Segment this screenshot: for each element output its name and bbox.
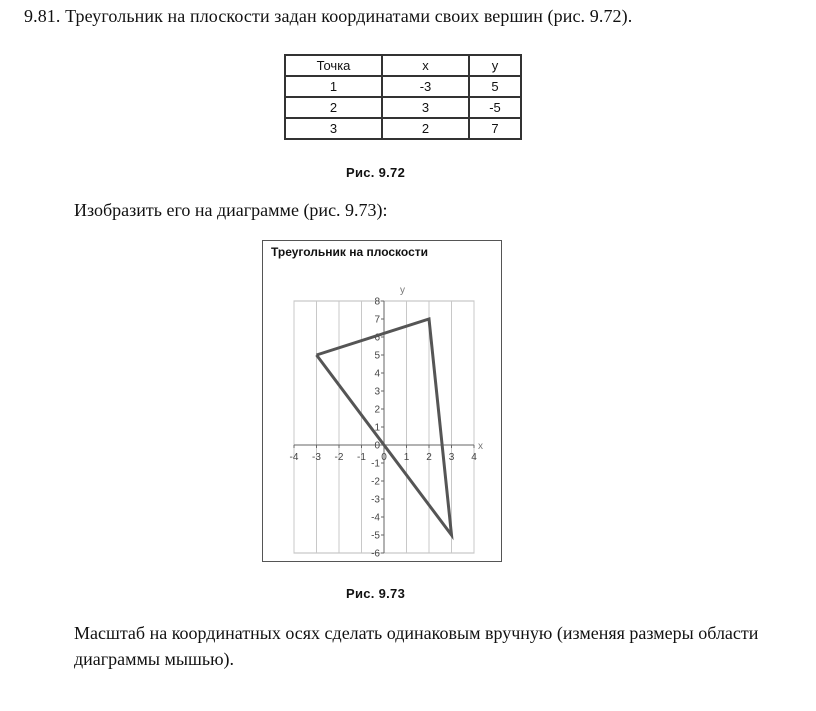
x-tick-label: -3 (312, 452, 321, 463)
x-tick-label: 3 (448, 452, 455, 463)
table-header-cell: y (469, 55, 521, 76)
table-row (285, 76, 521, 97)
table-cell: 5 (469, 76, 521, 97)
points-table (284, 54, 522, 140)
x-tick-label: 2 (426, 452, 432, 463)
chart-plot (263, 241, 501, 561)
y-tick-label: -4 (371, 512, 380, 524)
x-tick-label: 1 (403, 452, 410, 463)
table-cell: 2 (285, 97, 382, 118)
table-header-cell: x (382, 55, 469, 76)
x-tick-label: -2 (334, 452, 344, 463)
table-cell: -5 (469, 97, 521, 118)
x-tick-label: -1 (357, 452, 366, 463)
y-tick-label: 1 (374, 422, 380, 434)
problem-number: 9.81. (24, 6, 61, 26)
y-tick-label: 7 (374, 314, 380, 326)
table-header-cell: Точка (285, 55, 382, 76)
chart-frame (262, 240, 502, 562)
chart-title: Треугольник на плоскости (271, 245, 428, 259)
y-tick-label: 4 (374, 368, 380, 380)
table-cell: 3 (382, 97, 469, 118)
x-tick-label: -4 (289, 452, 299, 463)
y-tick-label: 0 (374, 440, 380, 452)
y-tick-label: -1 (371, 458, 380, 470)
table-cell: 1 (285, 76, 382, 97)
table-cell: 7 (469, 118, 521, 139)
table-cell: 2 (382, 118, 469, 139)
table-caption: Рис. 9.72 (346, 165, 406, 180)
y-tick-label: -6 (371, 548, 380, 560)
y-tick-label: 6 (374, 332, 380, 344)
x-tick-label: 0 (381, 452, 387, 463)
table-row (285, 118, 521, 139)
table-header-row (285, 55, 521, 76)
y-axis-label: y (400, 285, 405, 296)
y-tick-label: -2 (371, 476, 380, 488)
y-tick-label: -3 (371, 494, 380, 506)
y-tick-label: -5 (371, 530, 380, 542)
note-text: Масштаб на координатных осях сделать одинаковым вручную (изменяя размеры области диаграммы мышью). (74, 623, 759, 669)
problem-text: Треугольник на плоскости задан координатами своих вершин (рис. 9.72). (65, 6, 633, 26)
y-tick-label: 8 (374, 296, 380, 308)
table-cell: -3 (382, 76, 469, 97)
x-axis-label: x (478, 441, 483, 452)
x-tick-label: 4 (471, 452, 477, 463)
instruction-text: Изобразить его на диаграмме (рис. 9.73): (74, 200, 388, 220)
problem-statement (24, 6, 632, 27)
table-cell: 3 (285, 118, 382, 139)
y-tick-label: 2 (374, 404, 380, 416)
y-tick-label: 5 (374, 350, 380, 362)
y-tick-label: 3 (374, 386, 380, 398)
table-row (285, 97, 521, 118)
chart-caption: Рис. 9.73 (346, 586, 406, 601)
